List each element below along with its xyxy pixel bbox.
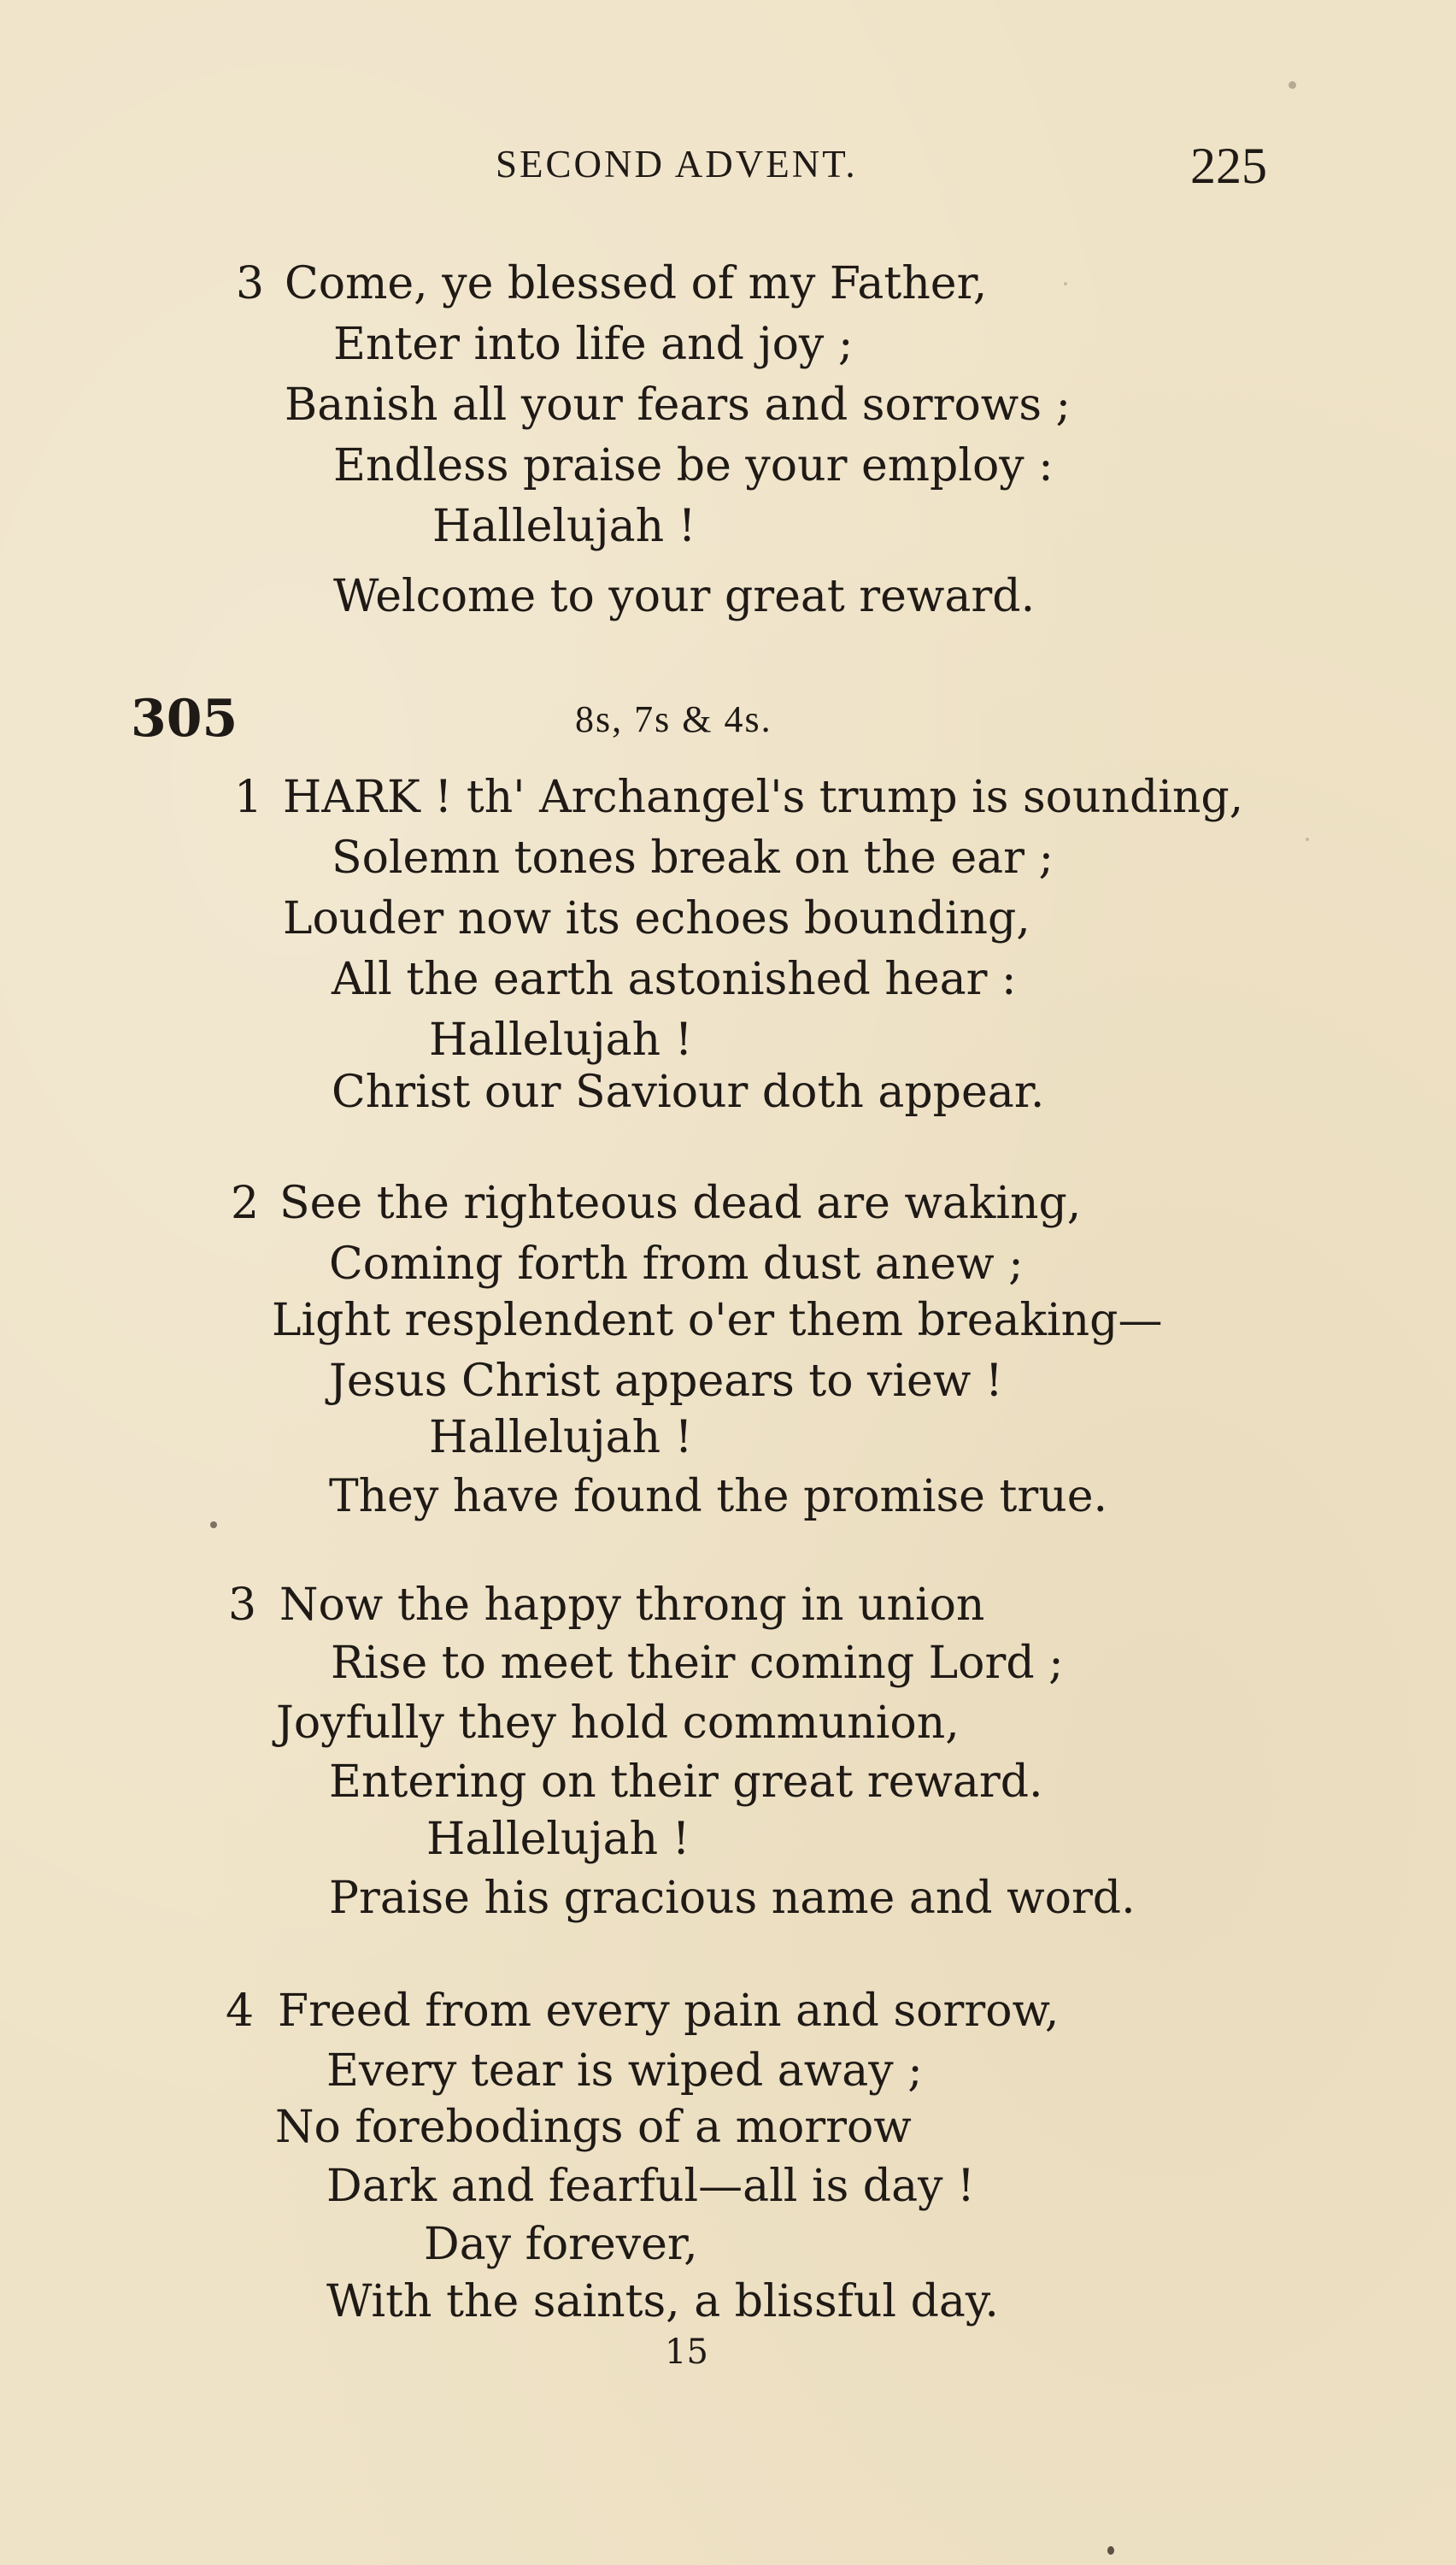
verse-line: Solemn tones break on the ear ; [332,832,1054,884]
verse-number: 3 [236,258,265,309]
verse-line: Hallelujah ! [426,1814,690,1865]
page-number: 225 [1190,138,1267,194]
verse-line: Entering on their great reward. [329,1756,1043,1808]
verse-line: Hallelujah ! [429,1015,693,1066]
verse-line: Now the happy throng in union [279,1580,985,1631]
verse-line: Freed from every pain and sorrow, [278,1986,1060,2037]
verse-line: Hallelujah ! [429,1412,693,1463]
hymn-meter: 8s, 7s & 4s. [575,698,772,740]
signature-mark: 15 [665,2333,708,2372]
verse-line: Joyfully they hold communion, [276,1697,960,1749]
verse-line: Praise his gracious name and word. [329,1873,1136,1924]
verse-line: They have found the promise true. [329,1471,1107,1522]
verse-line: Banish all your fears and sorrows ; [285,379,1071,431]
verse-line: Light resplendent o'er them breaking— [272,1295,1163,1346]
verse-line: Hallelujah ! [432,501,696,552]
speck-decoration [1289,81,1296,89]
speck-decoration [1064,282,1067,285]
verse-line: Welcome to your great reward. [333,571,1036,622]
verse-line: Day forever, [424,2219,698,2270]
verse-number: 2 [231,1178,260,1229]
verse-line: No forebodings of a morrow [275,2102,912,2153]
verse-line: Enter into life and joy ; [333,319,854,370]
verse-line: Rise to meet their coming Lord ; [331,1638,1064,1689]
verse-number: 3 [228,1580,257,1631]
verse-line: Jesus Christ appears to view ! [329,1356,1003,1407]
verse-line: See the righteous dead are waking, [279,1178,1082,1229]
verse-line: Coming forth from dust anew ; [329,1238,1024,1290]
running-header [0,138,1456,202]
verse-line: Endless praise be your employ : [333,440,1054,491]
speck-decoration [1107,2546,1114,2555]
running-title: SECOND ADVENT. [496,143,858,185]
speck-decoration [1306,838,1309,841]
hymn-number: 305 [131,689,238,749]
verse-number: 1 [234,772,263,823]
verse-line: Dark and fearful—all is day ! [326,2161,975,2212]
verse-line: Christ our Saviour doth appear. [332,1067,1045,1118]
speck-decoration [210,1521,217,1528]
verse-line: Every tear is wiped away ; [326,2045,923,2097]
verse-line: Come, ye blessed of my Father, [285,258,988,309]
verse-line: Louder now its echoes bounding, [283,893,1030,944]
verse-line: HARK ! th' Archangel's trump is sounding, [283,772,1244,823]
verse-number: 4 [226,1986,255,2037]
verse-line: With the saints, a blissful day. [326,2276,999,2327]
verse-line: All the earth astonished hear : [332,954,1017,1005]
